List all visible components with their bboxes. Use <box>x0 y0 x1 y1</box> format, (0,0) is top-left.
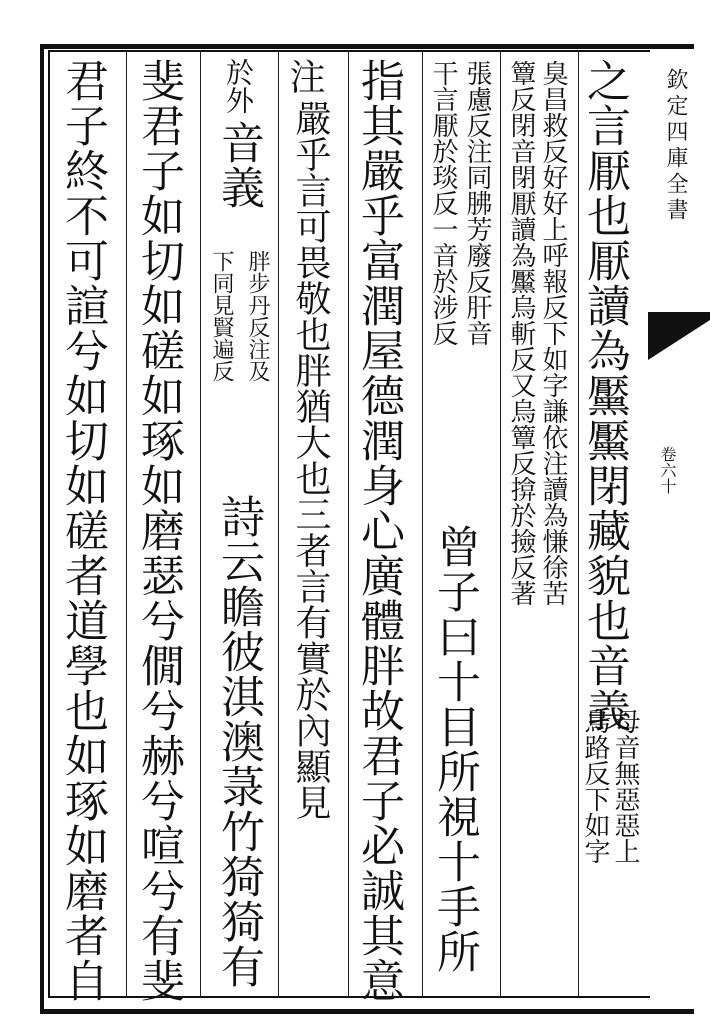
text-column-6: 詩云瞻彼淇澳菉竹猗猗有 <box>213 494 264 989</box>
annotation-head: 注 <box>284 58 325 94</box>
note-line: 於外 <box>222 58 255 114</box>
column-rule <box>348 50 349 996</box>
book-title: 欽定四庫全書 <box>663 68 688 224</box>
note-line: 簟反閉音閉厭讀為黶烏斬反又烏簟反揜於撿反著 <box>506 60 536 606</box>
volume-label: 卷六十 <box>658 446 677 494</box>
margin-strip <box>646 44 712 1004</box>
section-mark: 音義 <box>213 120 264 210</box>
text-column-1: 之言厭也厭讀為黶黶閉藏貌也音義 <box>579 58 630 733</box>
note-line: 下同見賢遍反 <box>209 250 234 382</box>
note-line: 嚴乎言可畏敬也胖猶大也三者言有實於內顯見 <box>290 100 331 820</box>
note-line: 烏路反下如字 <box>580 708 610 864</box>
text-column-8: 君子終不可諠兮如切如磋者道學也如琢如磨者自 <box>57 58 108 1003</box>
note-line: 張慮反注同胇芳廢反肝音 <box>462 60 492 346</box>
column-rule <box>200 50 201 996</box>
note-line: 胖步丹反注及 <box>245 250 270 382</box>
fish-tail-mark <box>648 312 710 360</box>
column-rule <box>422 50 423 996</box>
column-rule <box>278 50 279 996</box>
text-column-4: 指其嚴乎富潤屋德潤身心廣體胖故君子必誠其意 <box>353 58 404 1003</box>
text-column-7: 斐君子如切如磋如琢如磨瑟兮僩兮赫兮喧兮有斐 <box>133 58 184 1003</box>
column-rule <box>126 50 127 996</box>
column-rule <box>500 50 501 996</box>
note-line: 臭昌救反好好上呼報反下如字謙依注讀為慊徐苦 <box>538 60 568 606</box>
note-line: 母音無惡惡上 <box>610 708 640 864</box>
note-line: 干言厭於琰反一音於涉反 <box>428 60 458 346</box>
text-column-tail: 曾子曰十目所視十手所 <box>429 524 480 974</box>
